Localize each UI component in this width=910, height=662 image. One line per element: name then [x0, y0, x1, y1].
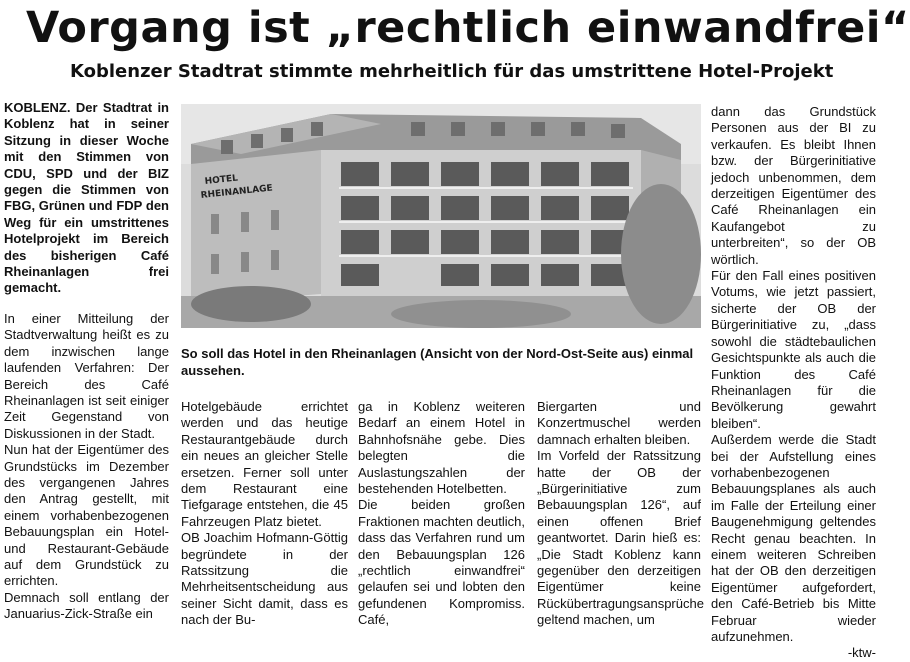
article-column-3 — [358, 399, 525, 628]
paragraph: Hotelgebäude errichtet werden und das heutige Restaurantgebäude durch ein neues an gleicher Stelle ersetzen. Ferner soll unter dem Restaurant eine Tiefgarage entstehen, die 45 Fahrzeugen Platz bietet. — [181, 399, 348, 529]
subheadline: Koblenzer Stadtrat stimmte mehrheitlich für das umstrittene Hotel-Projekt — [70, 61, 834, 82]
hotel-rendering-image — [181, 104, 701, 328]
paragraph: Die beiden großen Fraktionen machten deutlich, dass das Verfahren rund um den Bebauungsplan 126 „rechtlich einwandfrei“ gelaufen sei und lobten den gefundenen Kompromiss. Café, — [358, 497, 525, 628]
paragraph: Nun hat der Eigentümer des Grundstücks im Dezember des vergangenen Jahres den Antrag gestellt, mit einem vorhabenbezogenen Bebauungsplan ein Hotel- und Restaurant-Gebäude auf dem Grundstück zu errichten. — [4, 442, 169, 589]
lead-paragraph: KOBLENZ. Der Stadtrat in Koblenz hat in seiner Sitzung in dieser Woche mit den Stimmen von CDU, SPD und der BIZ gegen die Stimmen von FBG, Grünen und FDP den Weg für ein umstrittenes Hotelprojekt im Bereich des bisherigen Café Rheinanlagen frei gemacht. — [4, 100, 169, 296]
paragraph: Außerdem werde die Stadt bei der Aufstellung eines vorhabenbezogenen Bebauungsplanes als auch im Falle der Erteilung einer Baugenehmigung geltendes Recht genau beachten. In einem weiteren Schreiben hat der OB den derzeitigen Eigentümer aufgefordert, den Café-Betrieb bis Mitte Februar wieder aufzunehmen. — [711, 432, 876, 644]
paragraph: Im Vorfeld der Ratssitzung hatte der OB der „Bürgerinitiative zum Bebauungsplan 126“, auf einen offenen Brief geantwortet. Darin hieß es: „Die Stadt Koblenz kann gegenüber den derzeitigen Eigentümer keine Rückübertragungsansprüche geltend machen, um — [537, 448, 704, 628]
hotel-sign-line1: HOTEL — [204, 173, 239, 187]
paragraph: OB Joachim Hofmann-Göttig begründete in der Ratssitzung die Mehrheitsentscheidung aus seiner Sicht damit, dass es nach der Bu- — [181, 530, 348, 628]
photo-caption: So soll das Hotel in den Rheinanlagen (Ansicht von der Nord-Ost-Seite aus) einmal aussehen. — [181, 346, 694, 378]
paragraph: In einer Mitteilung der Stadtverwaltung heißt es zu dem inzwischen lange laufenden Verfahren: Der Bereich des Café Rheinanlagen ist seit einiger Zeit Gegenstand von Diskussionen in der Stadt. — [4, 310, 169, 441]
article-column-1 — [4, 100, 169, 622]
paragraph: ga in Koblenz weiteren Bedarf an einem Hotel in Bahnhofsnähe gebe. Dies belegten die Auslastungszahlen der bestehenden Hotelbetten. — [358, 399, 525, 497]
paragraph: Für den Fall eines positiven Votums, wie jetzt passiert, sicherte der OB der Bürgerinitiative zu, „dass sowohl die städtebaulichen Gesichtspunkte als auch die Funktion des Café Rheinanlagen für die Bevölkerung gewahrt bleiben“. — [711, 268, 876, 431]
article-column-2 — [181, 399, 348, 628]
paragraph: Demnach soll entlang der Januarius-Zick-Straße ein — [4, 589, 169, 622]
author-tag: -ktw- — [847, 645, 876, 661]
article-column-4 — [537, 399, 704, 628]
hotel-building-drawing — [181, 104, 701, 328]
article-column-5 — [711, 104, 876, 661]
hotel-sign-line2: RHEINANLAGE — [200, 183, 274, 201]
headline: Vorgang ist „rechtlich einwandfrei“ — [26, 3, 910, 53]
paragraph: dann das Grundstück Personen aus der BI zu verkaufen. Es bleibt Ihnen bzw. der Bürgerinitiative jedoch unbenommen, dem derzeitigen Eigentümer des Café Rheinanlagen ein Kaufangebot zu unterbreiten“, so der OB wörtlich. — [711, 104, 876, 267]
paragraph: Biergarten und Konzertmuschel werden damnach erhalten bleiben. — [537, 399, 701, 447]
